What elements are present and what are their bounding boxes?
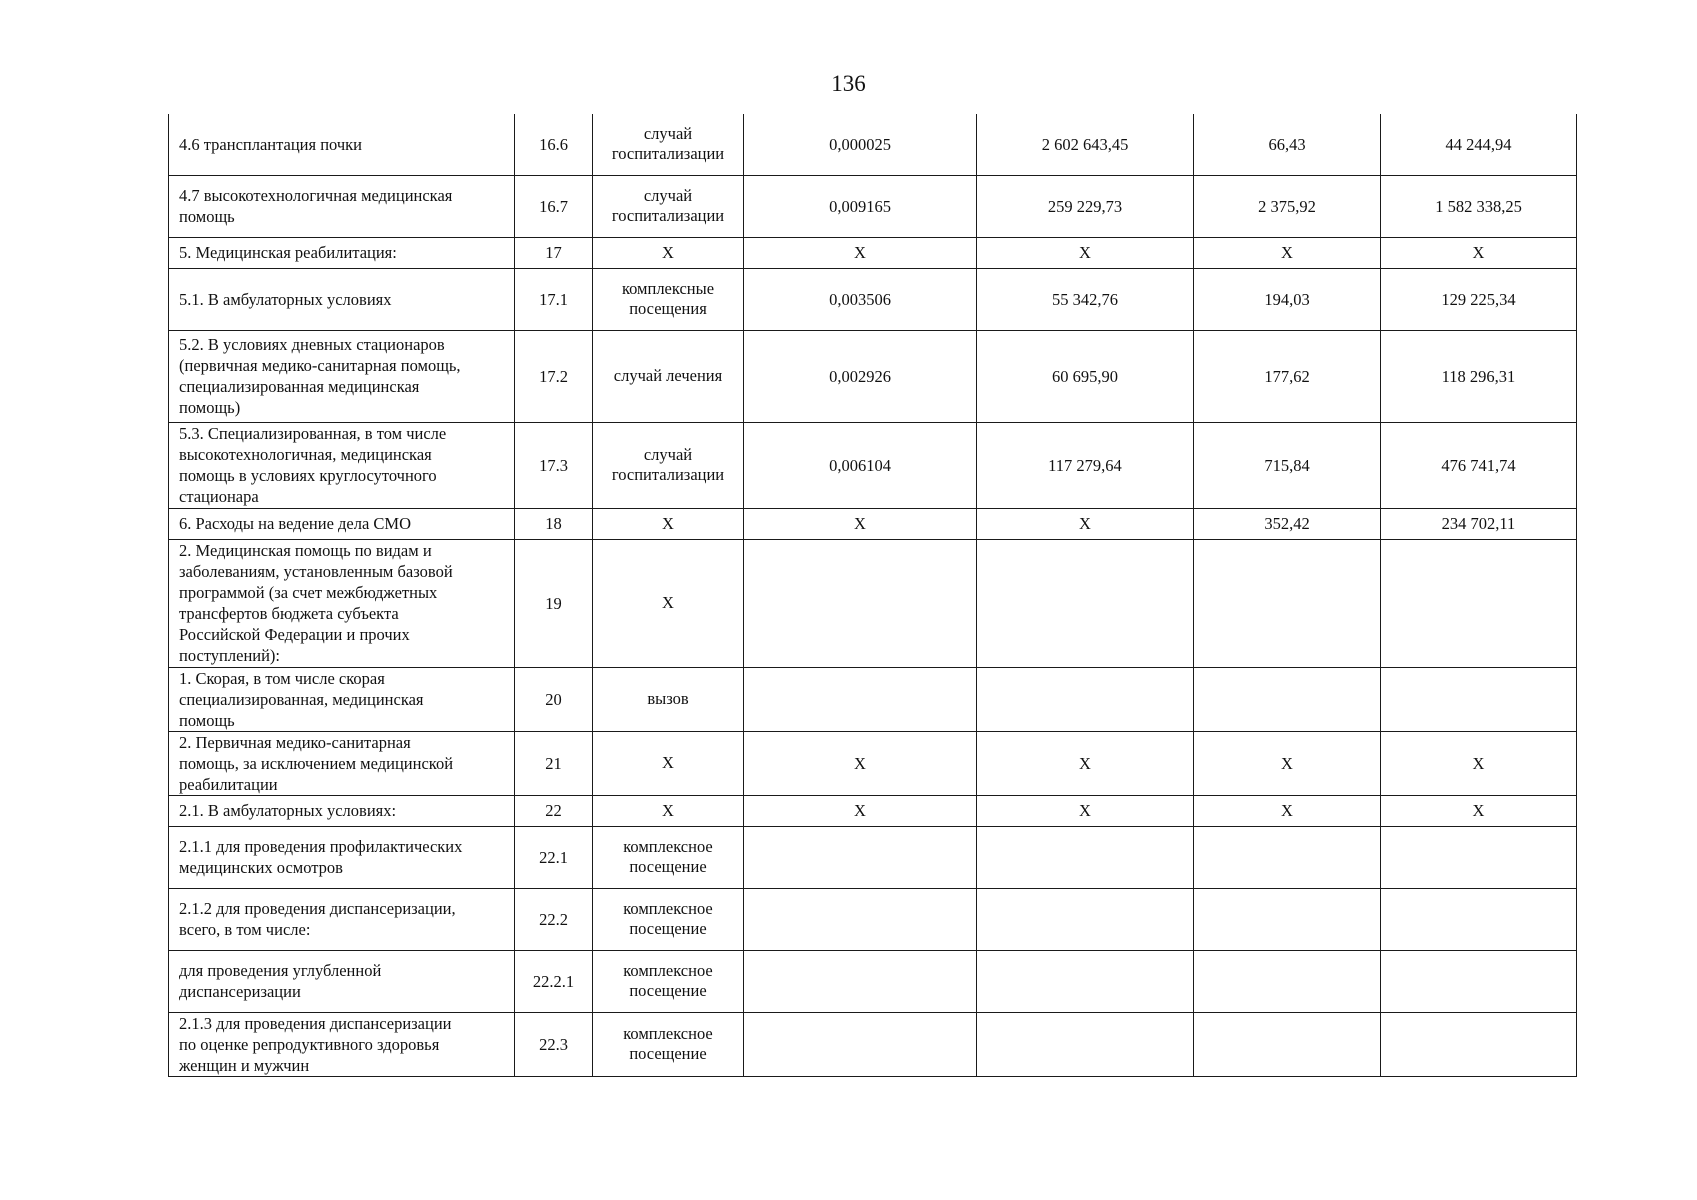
row-total-cell bbox=[1381, 826, 1577, 888]
row-cost-cell: 117 279,64 bbox=[977, 422, 1194, 508]
row-unit-cell: случай лечения bbox=[593, 330, 744, 422]
row-cost-cell bbox=[977, 950, 1194, 1012]
table-row bbox=[169, 508, 1577, 539]
row-line-cell: 22 bbox=[515, 795, 593, 826]
row-volume-cell: 0,002926 bbox=[744, 330, 977, 422]
row-volume-cell bbox=[744, 826, 977, 888]
table-row bbox=[169, 175, 1577, 237]
row-name-cell: 2.1.3 для проведения диспансеризации по оценке репродуктивного здоровья женщин и мужчин bbox=[169, 1012, 515, 1076]
row-total-cell: X bbox=[1381, 731, 1577, 795]
row-name-cell: 5.2. В условиях дневных стационаров (первичная медико-санитарная помощь, специализированная медицинская помощь) bbox=[169, 330, 515, 422]
row-total-cell: 476 741,74 bbox=[1381, 422, 1577, 508]
table-row bbox=[169, 795, 1577, 826]
row-total-cell: 129 225,34 bbox=[1381, 268, 1577, 330]
row-unit-cell: случай госпитализации bbox=[593, 114, 744, 175]
row-volume-cell bbox=[744, 539, 977, 667]
row-unit-cell: комплексные посещения bbox=[593, 268, 744, 330]
row-volume-cell bbox=[744, 667, 977, 731]
table-row bbox=[169, 330, 1577, 422]
row-per-capita-cell: 715,84 bbox=[1194, 422, 1381, 508]
row-unit-cell: X bbox=[593, 237, 744, 268]
row-volume-cell: X bbox=[744, 731, 977, 795]
row-per-capita-cell: X bbox=[1194, 731, 1381, 795]
row-name-cell: 1. Скорая, в том числе скорая специализированная, медицинская помощь bbox=[169, 667, 515, 731]
row-name-cell: 5.3. Специализированная, в том числе высокотехнологичная, медицинская помощь в условиях круглосуточного стационара bbox=[169, 422, 515, 508]
row-volume-cell: X bbox=[744, 508, 977, 539]
row-name-cell: 5. Медицинская реабилитация: bbox=[169, 237, 515, 268]
row-per-capita-cell: 2 375,92 bbox=[1194, 175, 1381, 237]
table-row bbox=[169, 268, 1577, 330]
row-line-cell: 16.6 bbox=[515, 114, 593, 175]
row-cost-cell bbox=[977, 667, 1194, 731]
row-volume-cell: 0,009165 bbox=[744, 175, 977, 237]
table-row bbox=[169, 1012, 1577, 1076]
row-name-cell: 4.6 трансплантация почки bbox=[169, 114, 515, 175]
row-unit-cell: случай госпитализации bbox=[593, 422, 744, 508]
row-per-capita-cell: X bbox=[1194, 795, 1381, 826]
row-volume-cell: X bbox=[744, 795, 977, 826]
row-unit-cell: X bbox=[593, 795, 744, 826]
row-line-cell: 17.3 bbox=[515, 422, 593, 508]
row-line-cell: 21 bbox=[515, 731, 593, 795]
row-volume-cell: 0,006104 bbox=[744, 422, 977, 508]
row-volume-cell bbox=[744, 1012, 977, 1076]
row-volume-cell bbox=[744, 888, 977, 950]
row-total-cell bbox=[1381, 539, 1577, 667]
table-row bbox=[169, 539, 1577, 667]
row-unit-cell: X bbox=[593, 508, 744, 539]
row-per-capita-cell bbox=[1194, 826, 1381, 888]
row-line-cell: 17.2 bbox=[515, 330, 593, 422]
row-unit-cell: X bbox=[593, 539, 744, 667]
row-name-cell: 5.1. В амбулаторных условиях bbox=[169, 268, 515, 330]
row-volume-cell: 0,000025 bbox=[744, 114, 977, 175]
table-row bbox=[169, 667, 1577, 731]
row-per-capita-cell: 177,62 bbox=[1194, 330, 1381, 422]
row-name-cell: 6. Расходы на ведение дела СМО bbox=[169, 508, 515, 539]
page-number: 136 bbox=[831, 71, 866, 96]
row-unit-cell: комплексное посещение bbox=[593, 826, 744, 888]
row-cost-cell bbox=[977, 888, 1194, 950]
row-cost-cell bbox=[977, 1012, 1194, 1076]
row-per-capita-cell bbox=[1194, 1012, 1381, 1076]
row-line-cell: 17.1 bbox=[515, 268, 593, 330]
row-per-capita-cell bbox=[1194, 888, 1381, 950]
row-unit-cell: комплексное посещение bbox=[593, 888, 744, 950]
row-cost-cell bbox=[977, 539, 1194, 667]
table-row bbox=[169, 950, 1577, 1012]
row-unit-cell: вызов bbox=[593, 667, 744, 731]
row-per-capita-cell bbox=[1194, 539, 1381, 667]
row-total-cell bbox=[1381, 1012, 1577, 1076]
row-name-cell: 4.7 высокотехнологичная медицинская помощь bbox=[169, 175, 515, 237]
row-volume-cell bbox=[744, 950, 977, 1012]
row-name-cell: для проведения углубленной диспансеризации bbox=[169, 950, 515, 1012]
row-name-cell: 2.1. В амбулаторных условиях: bbox=[169, 795, 515, 826]
row-unit-cell: X bbox=[593, 731, 744, 795]
row-cost-cell: X bbox=[977, 508, 1194, 539]
row-per-capita-cell: 194,03 bbox=[1194, 268, 1381, 330]
row-cost-cell: 55 342,76 bbox=[977, 268, 1194, 330]
table-row bbox=[169, 114, 1577, 175]
row-line-cell: 22.2.1 bbox=[515, 950, 593, 1012]
table-row bbox=[169, 826, 1577, 888]
row-name-cell: 2.1.2 для проведения диспансеризации, всего, в том числе: bbox=[169, 888, 515, 950]
row-total-cell: 1 582 338,25 bbox=[1381, 175, 1577, 237]
row-volume-cell: 0,003506 bbox=[744, 268, 977, 330]
row-total-cell: X bbox=[1381, 237, 1577, 268]
row-line-cell: 17 bbox=[515, 237, 593, 268]
table-row bbox=[169, 422, 1577, 508]
table-row bbox=[169, 888, 1577, 950]
row-per-capita-cell bbox=[1194, 667, 1381, 731]
row-line-cell: 19 bbox=[515, 539, 593, 667]
row-cost-cell: X bbox=[977, 795, 1194, 826]
row-name-cell: 2. Медицинская помощь по видам и заболеваниям, установленным базовой программой (за счет межбюджетных трансфертов бюджета субъекта Российской Федерации и прочих поступлений): bbox=[169, 539, 515, 667]
row-name-cell: 2.1.1 для проведения профилактических медицинских осмотров bbox=[169, 826, 515, 888]
row-per-capita-cell: 66,43 bbox=[1194, 114, 1381, 175]
row-total-cell: X bbox=[1381, 795, 1577, 826]
row-line-cell: 18 bbox=[515, 508, 593, 539]
row-cost-cell: 60 695,90 bbox=[977, 330, 1194, 422]
row-unit-cell: случай госпитализации bbox=[593, 175, 744, 237]
row-line-cell: 20 bbox=[515, 667, 593, 731]
row-cost-cell: 2 602 643,45 bbox=[977, 114, 1194, 175]
row-per-capita-cell bbox=[1194, 950, 1381, 1012]
row-cost-cell: X bbox=[977, 237, 1194, 268]
row-total-cell bbox=[1381, 888, 1577, 950]
row-name-cell: 2. Первичная медико-санитарная помощь, за исключением медицинской реабилитации bbox=[169, 731, 515, 795]
row-per-capita-cell: X bbox=[1194, 237, 1381, 268]
table-row bbox=[169, 731, 1577, 795]
row-line-cell: 16.7 bbox=[515, 175, 593, 237]
row-line-cell: 22.2 bbox=[515, 888, 593, 950]
row-total-cell bbox=[1381, 950, 1577, 1012]
row-volume-cell: X bbox=[744, 237, 977, 268]
row-total-cell bbox=[1381, 667, 1577, 731]
medical-care-table bbox=[168, 114, 1577, 1077]
row-unit-cell: комплексное посещение bbox=[593, 1012, 744, 1076]
row-line-cell: 22.1 bbox=[515, 826, 593, 888]
row-total-cell: 44 244,94 bbox=[1381, 114, 1577, 175]
row-per-capita-cell: 352,42 bbox=[1194, 508, 1381, 539]
row-cost-cell bbox=[977, 826, 1194, 888]
table-row bbox=[169, 237, 1577, 268]
row-total-cell: 234 702,11 bbox=[1381, 508, 1577, 539]
row-cost-cell: X bbox=[977, 731, 1194, 795]
row-unit-cell: комплексное посещение bbox=[593, 950, 744, 1012]
row-cost-cell: 259 229,73 bbox=[977, 175, 1194, 237]
row-line-cell: 22.3 bbox=[515, 1012, 593, 1076]
row-total-cell: 118 296,31 bbox=[1381, 330, 1577, 422]
